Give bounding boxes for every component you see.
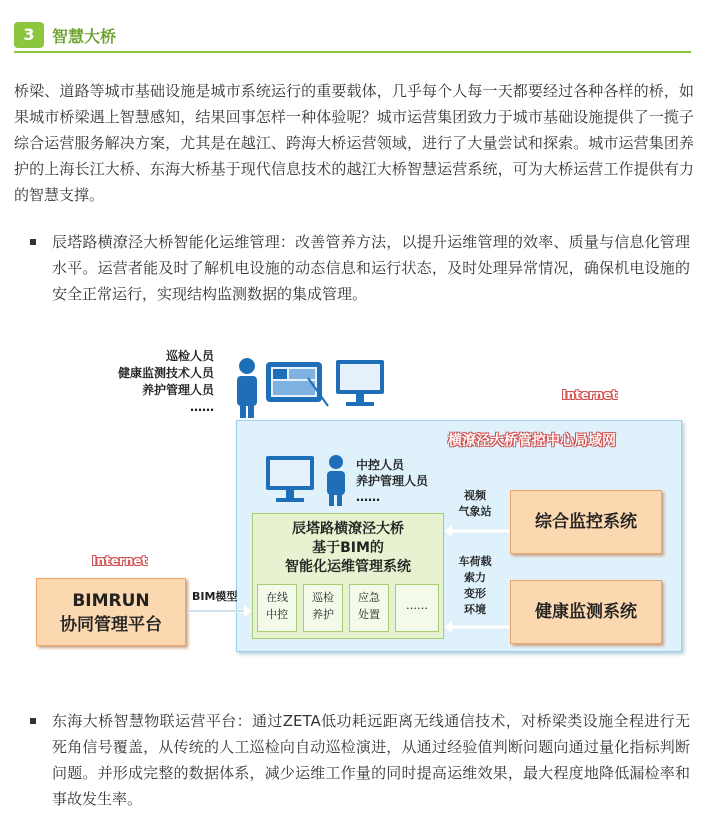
arrow-left-icon [444,620,510,634]
label-line: 视频 [464,489,486,502]
module-text: 处置 [358,608,380,621]
label-line: 变形 [464,587,486,600]
role-item: 巡检人员 [165,349,214,363]
bimrun-line: 协同管理平台 [60,615,162,635]
arrow-left-icon [444,524,510,538]
monitor-system-box: 综合监控系统 [510,490,662,554]
video-weather-label [450,488,500,520]
label-line: 车荷载 [458,555,492,568]
role-item: 养护管理人员 [356,474,429,488]
module-text: 在线 [266,591,288,604]
section-divider [14,51,691,53]
control-center-icon [264,452,354,508]
bimrun-platform-box [36,578,186,646]
module-text: …… [406,599,428,612]
bim-model-label: BIM模型 [192,590,238,603]
module-online-control [257,584,297,632]
load-sensor-label [450,554,500,618]
module-text: 巡检 [312,591,334,604]
bim-title-line: 基于BIM的 [312,540,384,556]
role-item: 中控人员 [356,458,405,472]
section-header [14,20,691,50]
person-icon [327,455,345,506]
lan-title: 横潦泾大桥管控中心局域网 [448,433,616,449]
label-line: 索力 [464,571,486,584]
field-devices-icon [230,356,390,420]
person-icon [237,358,257,418]
module-emergency [349,584,389,632]
bim-system-title [253,520,443,577]
internet-label-top: Internet [562,388,618,402]
bullet-square-icon [30,718,36,724]
system-architecture-diagram [0,330,706,680]
section-title: 智慧大桥 [52,27,117,46]
role-list-left [92,348,214,416]
role-item: …… [190,400,214,414]
monitor-icon [266,456,314,502]
bim-title-line: 辰塔路横潦泾大桥 [292,521,404,537]
center-role-list [356,457,428,505]
monitor-icon [336,360,384,406]
module-text: 养护 [312,608,334,621]
bullet-item [30,229,690,307]
role-item: 养护管理人员 [141,383,214,397]
internet-label-left: Internet [92,554,148,568]
module-text: 应急 [358,591,380,604]
tablet-icon [266,362,328,406]
role-item: …… [356,490,380,504]
bim-title-line: 智能化运维管理系统 [285,559,411,575]
role-item: 健康监测技术人员 [117,366,214,380]
bullet-text: 东海大桥智慧物联运营平台：通过ZETA低功耗远距离无线通信技术，对桥梁类设施全程进行无死角信号覆盖，从传统的人工巡检向自动巡检演进，从通过经验值判断问题向通过量化指标判断问题。并形成完整的数据体系，减少运维工作量的同时提高运维效果，最大程度地降低漏检率和事故发生率。 [52,712,690,808]
module-more [395,584,439,632]
bimrun-line: BIMRUN [72,591,150,611]
bullet-text: 辰塔路横潦泾大桥智能化运维管理：改善管养方法，以提升运维管理的效率、质量与信息化管理水平。运营者能及时了解机电设施的动态信息和运行状态，及时处理异常情况，确保机电设施的安全正常运行，实现结构监测数据的集成管理。 [52,233,690,303]
module-inspection [303,584,343,632]
bullet-square-icon [30,239,36,245]
label-line: 气象站 [458,505,492,518]
bim-system-box [252,513,444,639]
arrow-right-icon [188,604,252,618]
section-number-badge: 3 [14,22,44,48]
module-text: 中控 [266,608,288,621]
bullet-item [30,708,690,812]
health-system-box: 健康监测系统 [510,580,662,644]
label-line: 环境 [464,603,486,616]
intro-paragraph: 桥梁、道路等城市基础设施是城市系统运行的重要载体，几乎每个人每一天都要经过各种各样的桥，如果城市桥梁遇上智慧感知，结果回事怎样一种体验呢？城市运营集团致力于城市基础设施提供了一揽子综合运营服务解决方案，尤其是在越江、跨海大桥运营领域，进行了大量尝试和探索。城市运营集团养护的上海长江大桥、东海大桥基于现代信息技术的越江大桥智慧运营系统，可为大桥运营工作提供有力的智慧支撑。 [14,82,694,204]
